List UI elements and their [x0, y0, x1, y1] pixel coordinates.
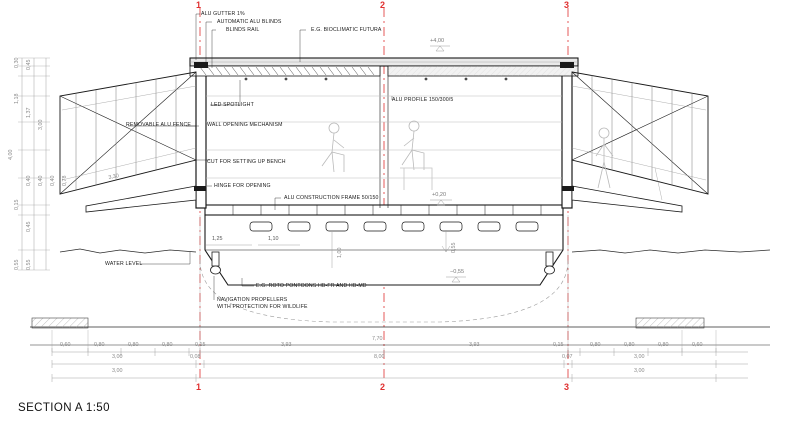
annotation-alu-profile: ALU PROFILE 150/300/5	[392, 97, 454, 103]
vdim-0-40a: 0,40	[26, 175, 32, 186]
annotation-wall-opening-mechanism: WALL OPENING MECHANISM	[207, 122, 283, 128]
dim-mid-4: 3,00	[634, 354, 645, 360]
dim-upper-0: 0,60	[60, 342, 71, 348]
vdim-0-40b: 0,40	[38, 175, 44, 186]
inner-dim-1-25: 1,25	[212, 236, 223, 242]
annotation-roto-pontoons: E.G. ROTO PONTOONS HB-FR AND HB-MD	[256, 283, 367, 289]
dim-lower-1: 3,00	[634, 368, 645, 374]
dim-upper-4: 0,15	[195, 342, 206, 348]
annotation-automatic-alu-blinds: AUTOMATIC ALU BLINDS	[217, 19, 282, 25]
dim-lower-0: 3,00	[112, 368, 123, 374]
annotation-navigation-propellers-line2: WITH PROTECTION FOR WILDLIFE	[217, 304, 308, 310]
annotation-navigation-propellers-line1: NAVIGATION PROPELLERS	[217, 297, 288, 303]
dim-upper-12: 0,60	[692, 342, 703, 348]
dim-upper-9: 0,80	[590, 342, 601, 348]
vdim-3-00: 3,00	[38, 119, 44, 130]
grid-axis-bottom-1: 1	[196, 382, 202, 392]
vdim-0-30: 0,30	[14, 57, 20, 68]
grid-axis-bottom-2: 2	[380, 382, 386, 392]
dim-upper-7: 3,93	[469, 342, 480, 348]
annotation-blinds-rail: BLINDS RAIL	[226, 27, 260, 33]
dim-upper-5: 3,93	[281, 342, 292, 348]
led-spotlights	[245, 78, 508, 81]
annotation-bioclimatic-futura: E.G. BIOCLIMATIC FUTURA	[311, 27, 382, 33]
level-top: +4,00	[430, 38, 445, 44]
dim-upper-11: 0,80	[658, 342, 669, 348]
level-hull: −0,55	[450, 269, 465, 275]
vdim-3-30: 3,30	[108, 173, 120, 181]
folding-wall-right	[572, 72, 708, 212]
right-angle-dim	[655, 168, 662, 200]
dim-upper-2: 0,80	[128, 342, 139, 348]
dim-upper-3: 0,80	[162, 342, 173, 348]
dim-upper-10: 0,80	[624, 342, 635, 348]
grid-axis-top-3: 3	[564, 0, 570, 10]
level-deck: +0,20	[432, 192, 447, 198]
grid-axis-top-2: 2	[380, 0, 386, 10]
dim-mid-1: 0,08	[190, 354, 201, 360]
dim-mid-3: 0,07	[562, 354, 573, 360]
inner-dim-1-10: 1,10	[268, 236, 279, 242]
dim-mid-2: 8,00	[374, 354, 385, 360]
dim-mid-0: 3,00	[112, 354, 123, 360]
inner-dim-1-00: 1,00	[337, 247, 343, 258]
grid-axis-top-1: 1	[196, 0, 202, 10]
folding-wall-left	[60, 72, 196, 212]
vdim-0-55b: 0,55	[26, 259, 32, 270]
vdim-0-45b: 0,45	[26, 221, 32, 232]
annotation-alu-gutter: ALU GUTTER 1%	[201, 11, 245, 17]
dim-upper-1: 0,80	[94, 342, 105, 348]
annotation-water-level: WATER LEVEL	[105, 261, 143, 267]
vdim-1-18: 1,18	[14, 93, 20, 104]
inner-dim-0-55: 0,55	[451, 242, 457, 253]
annotation-removable-alu-fence: REMOVABLE ALU FENCE	[126, 122, 192, 128]
annotation-led-spotlight: LED SPOTLIGHT	[211, 102, 254, 108]
vdim-1-37: 1,37	[26, 107, 32, 118]
vertical-dimension-ladder	[18, 58, 50, 270]
vdim-0-55a: 0,55	[14, 259, 20, 270]
annotation-cut-for-setting-up-bench: CUT FOR SETTING UP BENCH	[207, 159, 286, 165]
pontoon-hull	[205, 215, 563, 285]
dim-upper-8: 0,15	[553, 342, 564, 348]
dim-upper-6: 7,70	[372, 336, 383, 342]
vdim-4-00: 4,00	[8, 149, 14, 160]
vdim-0-40c: 0,40	[50, 175, 56, 186]
page-title: SECTION A 1:50	[18, 402, 110, 414]
annotation-alu-construction-frame: ALU CONSTRUCTION FRAME 50/150	[284, 195, 379, 201]
vdim-0-78: 0,78	[62, 175, 68, 186]
vdim-0-15: 0,15	[14, 199, 20, 210]
grid-axis-bottom-3: 3	[564, 382, 570, 392]
annotation-hinge-for-opening: HINGE FOR OPENING	[214, 183, 271, 189]
vdim-0-45: 0,45	[26, 59, 32, 70]
